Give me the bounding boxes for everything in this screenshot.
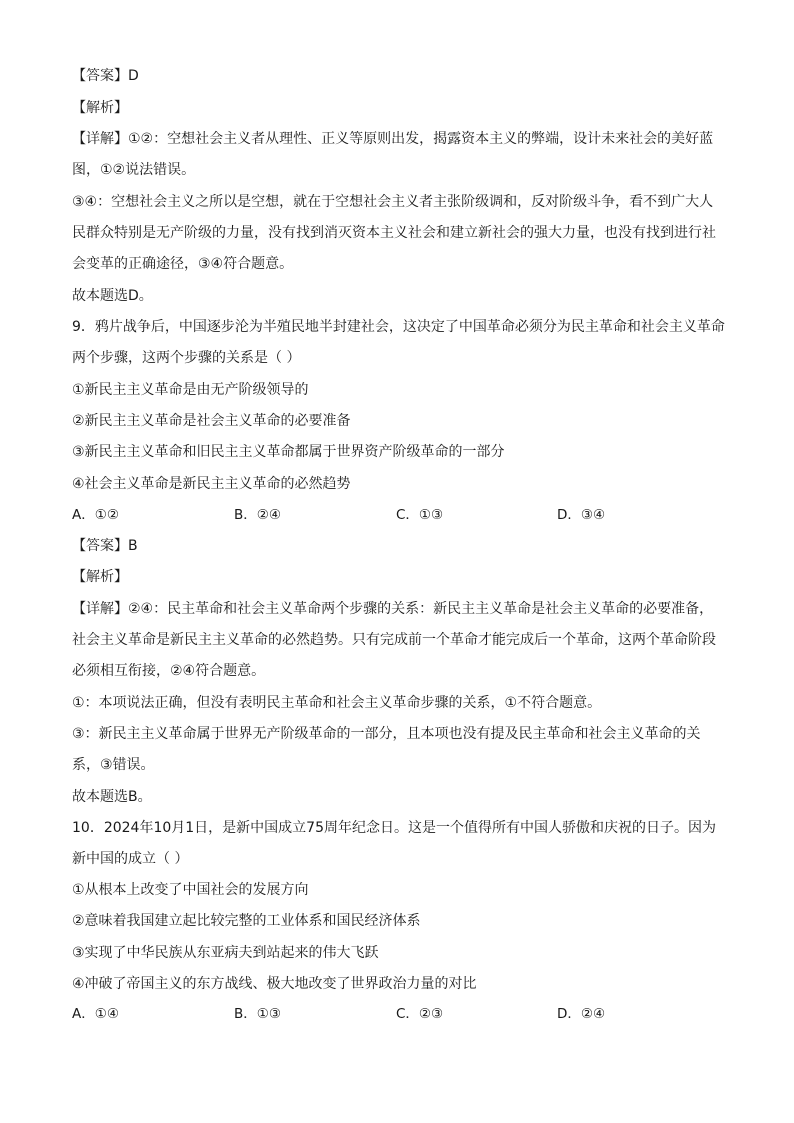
q10-statement-2: ②意味着我国建立起比较完整的工业体系和国民经济体系 [72,913,421,929]
q9-stem: 9．鸦片战争后，中国逐步沦为半殖民地半封建社会，这决定了中国革命必须分为民主革命和社会主义革命 [72,319,725,335]
q9-detail-line: 社会主义革命是新民主主义革命的必然趋势。只有完成前一个革命才能完成后一个革命，这两个革命阶段 [72,632,716,648]
q9-stem: 两个步骤，这两个步骤的关系是（ ） [72,350,301,366]
q8-detail-line: 图，①②说法错误。 [72,162,196,178]
q8-detail-line: 民群众特别是无产阶级的力量，没有找到消灭资本主义社会和建立新社会的强大力量，也没有找到进行社 [72,225,716,241]
q10-option-b: B．①③ [234,1006,281,1022]
q9-analysis-label: 【解析】 [72,569,128,585]
q9-statement-2: ②新民主主义革命是社会主义革命的必要准备 [72,413,351,429]
q10-stem: 10．2024年10月1日，是新中国成立75周年纪念日。这是一个值得所有中国人骄傲和庆祝的日子。因为 [72,820,716,836]
q9-detail-line: 必须相互衔接，②④符合题意。 [72,663,266,679]
q10-statement-4: ④冲破了帝国主义的东方战线、极大地改变了世界政治力量的对比 [72,976,477,992]
q9-option-b: B．②④ [234,507,281,523]
q9-detail-line: 【详解】②④：民主革命和社会主义革命两个步骤的关系：新民主主义革命是社会主义革命的必要准备， [72,601,714,617]
q9-conclusion: 故本题选B。 [72,789,152,805]
q8-analysis-label: 【解析】 [72,100,128,116]
q8-conclusion: 故本题选D。 [72,288,153,304]
q9-detail-line: 系，③错误。 [72,757,155,773]
q9-answer: 【答案】B [72,538,138,554]
q10-stem: 新中国的成立（ ） [72,851,189,867]
q8-answer: 【答案】D [72,68,139,84]
q9-option-a: A．①② [72,507,119,523]
q9-statement-3: ③新民主主义革命和旧民主主义革命都属于世界资产阶级革命的一部分 [72,444,505,460]
q9-detail-line: ①：本项说法正确，但没有表明民主革命和社会主义革命步骤的关系，①不符合题意。 [72,695,602,711]
q8-detail-line: 【详解】①②：空想社会主义者从理性、正义等原则出发，揭露资本主义的弊端，设计未来社会的美好蓝 [72,131,714,147]
q10-option-d: D．②④ [557,1006,606,1022]
q10-option-a: A．①④ [72,1006,119,1022]
q10-statement-1: ①从根本上改变了中国社会的发展方向 [72,882,309,898]
q9-option-c: C．①③ [396,507,444,523]
q10-option-c: C．②③ [396,1006,444,1022]
q9-statement-1: ①新民主主义革命是由无产阶级领导的 [72,382,309,398]
q9-detail-line: ③：新民主主义革命属于世界无产阶级革命的一部分，且本项也没有提及民主革命和社会主义革命的关 [72,726,701,742]
q8-detail-line: 会变革的正确途径，③④符合题意。 [72,256,294,272]
q8-detail-line: ③④：空想社会主义之所以是空想，就在于空想社会主义者主张阶级调和，反对阶级斗争，看不到广大人 [72,194,714,210]
q9-statement-4: ④社会主义革命是新民主主义革命的必然趋势 [72,476,351,492]
q10-statement-3: ③实现了中华民族从东亚病夫到站起来的伟大飞跃 [72,945,379,961]
q9-option-d: D．③④ [557,507,606,523]
